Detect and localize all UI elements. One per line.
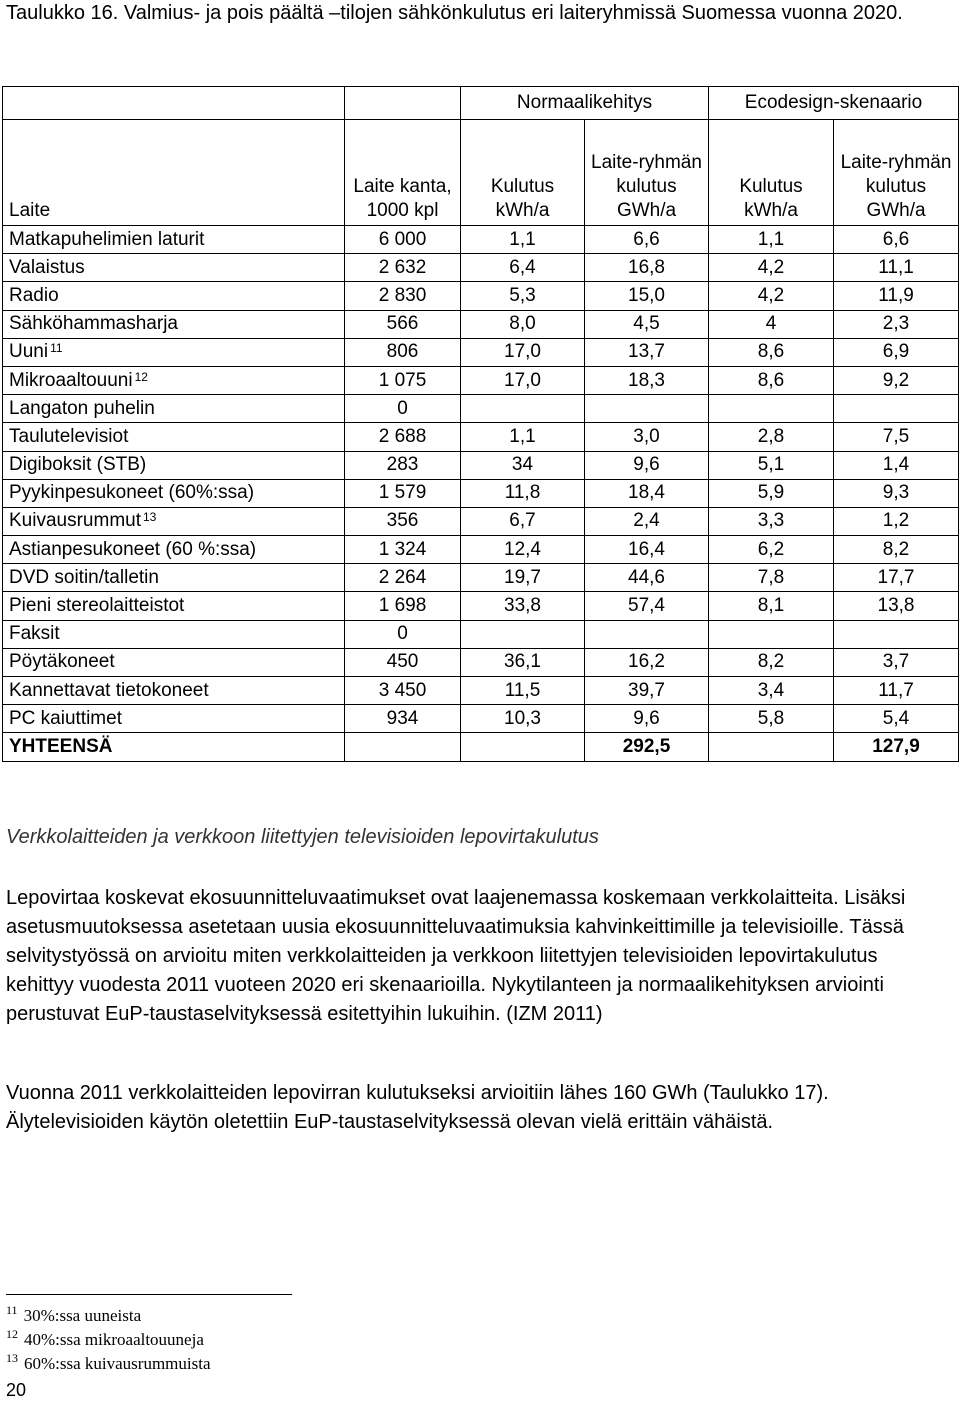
page-number: 20 [6, 1380, 27, 1400]
cell-stock: 2 264 [345, 564, 461, 592]
cell-eco-kwh: 3,3 [709, 507, 834, 535]
cell-device: Langaton puhelin [3, 395, 345, 423]
cell-stock: 356 [345, 507, 461, 535]
cell-eco-kwh [709, 620, 834, 648]
footnotes [6, 1304, 211, 1376]
cell-eco-gwh: 2,3 [834, 310, 959, 338]
total-empty [461, 733, 585, 761]
cell-eco-kwh: 8,1 [709, 592, 834, 620]
cell-eco-kwh: 5,8 [709, 705, 834, 733]
cell-device: Astianpesukoneet (60 %:ssa) [3, 536, 345, 564]
cell-device: Kuivausrummut $^{13}$ [3, 507, 345, 535]
footnote [6, 1352, 211, 1376]
cell-normal-gwh: 16,2 [585, 648, 709, 676]
cell-eco-gwh: 11,1 [834, 254, 959, 282]
cell-stock: 2 632 [345, 254, 461, 282]
cell-normal-kwh: 19,7 [461, 564, 585, 592]
cell-normal-kwh: 6,4 [461, 254, 585, 282]
cell-stock: 806 [345, 338, 461, 366]
cell-eco-gwh: 13,8 [834, 592, 959, 620]
table-row [3, 423, 959, 451]
col-header-normal-group: Laite-ryhmän kulutus GWh/a [585, 120, 709, 226]
footnote-text: 30%:ssa uuneista [23, 1306, 142, 1325]
cell-stock: 3 450 [345, 677, 461, 705]
cell-eco-gwh: 17,7 [834, 564, 959, 592]
total-row [3, 733, 959, 761]
cell-normal-gwh: 57,4 [585, 592, 709, 620]
cell-device: Radio [3, 282, 345, 310]
cell-stock: 2 830 [345, 282, 461, 310]
cell-eco-gwh: 5,4 [834, 705, 959, 733]
cell-stock: 2 688 [345, 423, 461, 451]
table-row [3, 479, 959, 507]
cell-normal-kwh: 10,3 [461, 705, 585, 733]
cell-normal-gwh: 13,7 [585, 338, 709, 366]
group-header-eco: Ecodesign-skenaario [709, 87, 959, 120]
cell-device: Pieni stereolaitteistot [3, 592, 345, 620]
cell-device: Pyykinpesukoneet (60%:ssa) [3, 479, 345, 507]
cell-stock: 566 [345, 310, 461, 338]
cell-normal-gwh: 9,6 [585, 451, 709, 479]
cell-normal-kwh: 11,8 [461, 479, 585, 507]
cell-normal-kwh: 12,4 [461, 536, 585, 564]
cell-normal-gwh: 16,8 [585, 254, 709, 282]
cell-normal-kwh: 17,0 [461, 338, 585, 366]
col-header-eco-consumption: Kulutus kWh/a [709, 120, 834, 226]
table-row [3, 254, 959, 282]
cell-normal-kwh [461, 620, 585, 648]
cell-stock: 450 [345, 648, 461, 676]
cell-eco-kwh: 4 [709, 310, 834, 338]
footnote-ref: 11 [50, 341, 63, 356]
cell-eco-kwh: 4,2 [709, 254, 834, 282]
cell-normal-gwh: 4,5 [585, 310, 709, 338]
cell-normal-gwh: 16,4 [585, 536, 709, 564]
total-label: YHTEENSÄ [3, 733, 345, 761]
paragraph-1: Lepovirtaa koskevat ekosuunnitteluvaatimukset ovat laajenemassa koskemaan verkkolaitteita. Lisäksi asetusmuutoksessa asetetaan uusia ekosuunnitteluvaatimuksia kahvinkeittimille ja televisioille. Tässä selvitystyössä on arvioitu miten verkkolaitteiden ja verkkoon liitettyjen televisioiden lepovirtakulutus kehittyy vuodesta 2011 vuoteen 2020 eri skenaarioilla. Nykytilanteen ja normaalikehityksen arviointi perustuvat EuP-taustaselvityksessä esitettyihin lukuihin. (IZM 2011) [6, 887, 906, 1025]
cell-stock: 0 [345, 620, 461, 648]
cell-normal-kwh: 11,5 [461, 677, 585, 705]
cell-eco-gwh: 1,4 [834, 451, 959, 479]
cell-eco-kwh: 5,9 [709, 479, 834, 507]
table-row [3, 564, 959, 592]
cell-eco-kwh: 8,2 [709, 648, 834, 676]
cell-device: PC kaiuttimet [3, 705, 345, 733]
cell-eco-gwh: 9,3 [834, 479, 959, 507]
cell-eco-kwh: 1,1 [709, 226, 834, 254]
table-row [3, 648, 959, 676]
cell-eco-kwh: 7,8 [709, 564, 834, 592]
cell-normal-kwh: 36,1 [461, 648, 585, 676]
cell-eco-kwh: 8,6 [709, 366, 834, 394]
cell-stock: 1 324 [345, 536, 461, 564]
footnote-number: 11 [6, 1303, 18, 1317]
table-row [3, 282, 959, 310]
group-header-normal: Normaalikehitys [461, 87, 709, 120]
cell-eco-gwh: 8,2 [834, 536, 959, 564]
cell-stock: 283 [345, 451, 461, 479]
table-row [3, 536, 959, 564]
cell-device: Taulutelevisiot [3, 423, 345, 451]
cell-device: DVD soitin/talletin [3, 564, 345, 592]
total-empty [709, 733, 834, 761]
consumption-table [2, 86, 959, 762]
col-header-eco-group: Laite-ryhmän kulutus GWh/a [834, 120, 959, 226]
cell-eco-gwh: 9,2 [834, 366, 959, 394]
cell-device: Mikroaaltouuni $^{12}$ [3, 366, 345, 394]
cell-normal-gwh: 2,4 [585, 507, 709, 535]
cell-normal-gwh: 3,0 [585, 423, 709, 451]
footnote-ref: 12 [134, 369, 148, 384]
cell-normal-kwh: 34 [461, 451, 585, 479]
cell-normal-gwh [585, 620, 709, 648]
cell-device: Uuni $^{11}$ [3, 338, 345, 366]
table-row [3, 366, 959, 394]
table-row [3, 226, 959, 254]
total-normal-gwh: 292,5 [585, 733, 709, 761]
table-row [3, 338, 959, 366]
cell-normal-gwh [585, 395, 709, 423]
header-empty [345, 87, 461, 120]
col-header-device: Laite [3, 120, 345, 226]
cell-normal-kwh: 6,7 [461, 507, 585, 535]
cell-normal-kwh: 8,0 [461, 310, 585, 338]
cell-normal-gwh: 39,7 [585, 677, 709, 705]
section-heading: Verkkolaitteiden ja verkkoon liitettyjen televisioiden lepovirtakulutus [6, 826, 599, 848]
cell-stock: 6 000 [345, 226, 461, 254]
table-row [3, 677, 959, 705]
cell-normal-kwh: 1,1 [461, 226, 585, 254]
cell-device: Matkapuhelimien laturit [3, 226, 345, 254]
table-row [3, 592, 959, 620]
total-empty [345, 733, 461, 761]
group-header-row [3, 87, 959, 120]
cell-eco-kwh: 6,2 [709, 536, 834, 564]
cell-normal-gwh: 9,6 [585, 705, 709, 733]
cell-normal-kwh: 33,8 [461, 592, 585, 620]
footnote-text: 60%:ssa kuivausrummuista [24, 1354, 211, 1373]
total-eco-gwh: 127,9 [834, 733, 959, 761]
cell-eco-kwh: 2,8 [709, 423, 834, 451]
cell-eco-gwh: 3,7 [834, 648, 959, 676]
cell-device: Pöytäkoneet [3, 648, 345, 676]
cell-stock: 1 698 [345, 592, 461, 620]
cell-eco-kwh: 4,2 [709, 282, 834, 310]
cell-eco-kwh [709, 395, 834, 423]
column-header-row [3, 120, 959, 226]
footnote-ref: 13 [143, 510, 157, 525]
cell-eco-kwh: 5,1 [709, 451, 834, 479]
table-row [3, 395, 959, 423]
table-row [3, 507, 959, 535]
paragraph-2: Vuonna 2011 verkkolaitteiden lepovirran kulutukseksi arvioitiin lähes 160 GWh (Taulukko 17). Älytelevisioiden käytön oletettiin EuP-taustaselvityksessä olevan vielä erittäin vähäistä. [6, 1082, 829, 1133]
cell-normal-kwh: 1,1 [461, 423, 585, 451]
cell-normal-kwh: 5,3 [461, 282, 585, 310]
footnote-text: 40%:ssa mikroaaltouuneja [24, 1330, 204, 1349]
cell-eco-gwh [834, 395, 959, 423]
col-header-stock: Laite kanta, 1000 kpl [345, 120, 461, 226]
cell-eco-gwh [834, 620, 959, 648]
cell-stock: 1 579 [345, 479, 461, 507]
footnote [6, 1328, 211, 1352]
table-row [3, 451, 959, 479]
cell-normal-gwh: 15,0 [585, 282, 709, 310]
cell-eco-gwh: 7,5 [834, 423, 959, 451]
cell-eco-gwh: 6,6 [834, 226, 959, 254]
cell-device: Valaistus [3, 254, 345, 282]
footnote-number: 13 [6, 1351, 18, 1365]
cell-stock: 0 [345, 395, 461, 423]
cell-normal-gwh: 44,6 [585, 564, 709, 592]
col-header-normal-consumption: Kulutus kWh/a [461, 120, 585, 226]
cell-device: Digiboksit (STB) [3, 451, 345, 479]
cell-normal-gwh: 6,6 [585, 226, 709, 254]
cell-normal-kwh: 17,0 [461, 366, 585, 394]
table-row [3, 310, 959, 338]
cell-stock: 1 075 [345, 366, 461, 394]
footnote-number: 12 [6, 1327, 18, 1341]
cell-normal-gwh: 18,4 [585, 479, 709, 507]
cell-eco-gwh: 6,9 [834, 338, 959, 366]
cell-eco-kwh: 8,6 [709, 338, 834, 366]
cell-stock: 934 [345, 705, 461, 733]
cell-eco-gwh: 1,2 [834, 507, 959, 535]
table-row [3, 705, 959, 733]
cell-eco-gwh: 11,7 [834, 677, 959, 705]
footnote-divider [6, 1294, 292, 1295]
footnote [6, 1304, 211, 1328]
cell-normal-gwh: 18,3 [585, 366, 709, 394]
table-row [3, 620, 959, 648]
cell-eco-kwh: 3,4 [709, 677, 834, 705]
cell-device: Kannettavat tietokoneet [3, 677, 345, 705]
cell-device: Sähköhammasharja [3, 310, 345, 338]
table-caption: Taulukko 16. Valmius- ja pois päältä –tilojen sähkönkulutus eri laiteryhmissä Suomessa vuonna 2020. [6, 2, 903, 24]
header-empty [3, 87, 345, 120]
cell-normal-kwh [461, 395, 585, 423]
cell-eco-gwh: 11,9 [834, 282, 959, 310]
cell-device: Faksit [3, 620, 345, 648]
